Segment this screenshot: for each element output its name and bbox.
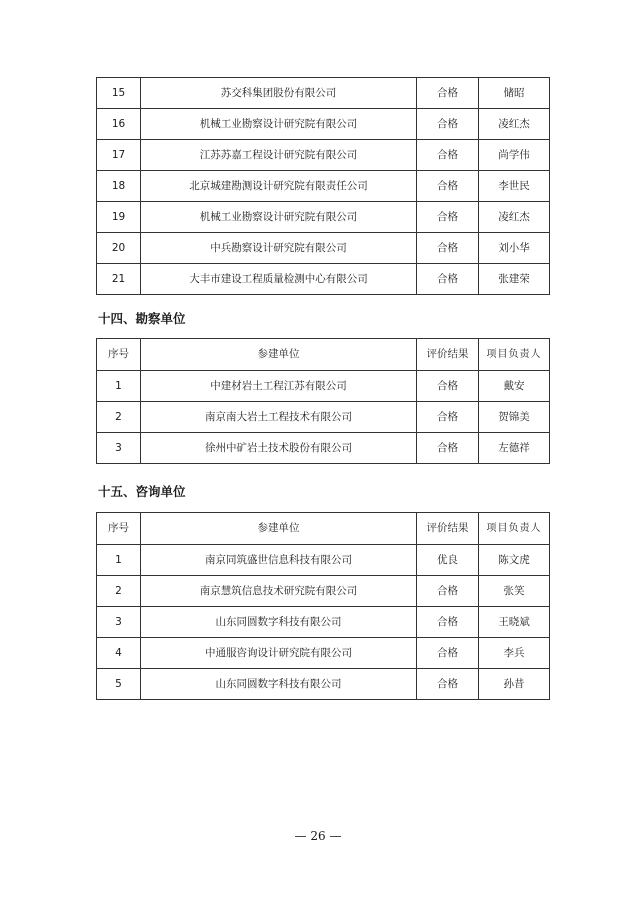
cell-leader: 刘小华 — [479, 233, 550, 264]
table-row — [97, 433, 550, 464]
cell-leader: 凌红杰 — [479, 109, 550, 140]
table-row — [97, 371, 550, 402]
cell-no: 5 — [97, 669, 141, 700]
cell-unit: 机械工业勘察设计研究院有限公司 — [141, 109, 417, 140]
header-no: 序号 — [97, 513, 141, 545]
cell-result: 合格 — [417, 171, 479, 202]
cell-result: 合格 — [417, 669, 479, 700]
cell-leader: 尚学伟 — [479, 140, 550, 171]
table-row — [97, 402, 550, 433]
table-row — [97, 607, 550, 638]
cell-unit: 大丰市建设工程质量检测中心有限公司 — [141, 264, 417, 295]
cell-no: 3 — [97, 433, 141, 464]
header-result: 评价结果 — [417, 339, 479, 371]
cell-unit: 山东同圆数字科技有限公司 — [141, 669, 417, 700]
page-number: — 26 — — [294, 829, 342, 843]
cell-no: 2 — [97, 576, 141, 607]
cell-no: 16 — [97, 109, 141, 140]
table-row — [97, 140, 550, 171]
header-result: 评价结果 — [417, 513, 479, 545]
section-title-consulting: 十五、咨询单位 — [98, 484, 186, 499]
cell-unit: 江苏苏嘉工程设计研究院有限公司 — [141, 140, 417, 171]
cell-result: 合格 — [417, 140, 479, 171]
cell-result: 合格 — [417, 202, 479, 233]
table-row — [97, 576, 550, 607]
cell-unit: 南京同筑盛世信息科技有限公司 — [141, 545, 417, 576]
cell-result: 合格 — [417, 78, 479, 109]
cell-unit: 中兵勘察设计研究院有限公司 — [141, 233, 417, 264]
cell-leader: 陈文虎 — [479, 545, 550, 576]
table-row — [97, 109, 550, 140]
table-row — [97, 202, 550, 233]
cell-unit: 中建材岩土工程江苏有限公司 — [141, 371, 417, 402]
cell-no: 1 — [97, 371, 141, 402]
cell-unit: 南京南大岩土工程技术有限公司 — [141, 402, 417, 433]
cell-no: 1 — [97, 545, 141, 576]
cell-result: 合格 — [417, 233, 479, 264]
table-row — [97, 171, 550, 202]
cell-leader: 左德祥 — [479, 433, 550, 464]
cell-leader: 凌红杰 — [479, 202, 550, 233]
cell-leader: 王晓斌 — [479, 607, 550, 638]
cell-unit: 苏交科集团股份有限公司 — [141, 78, 417, 109]
cell-result: 合格 — [417, 607, 479, 638]
cell-result: 合格 — [417, 433, 479, 464]
cell-no: 4 — [97, 638, 141, 669]
cell-unit: 徐州中矿岩土技术股份有限公司 — [141, 433, 417, 464]
table-header-row — [97, 513, 550, 545]
table-continued — [96, 77, 550, 295]
cell-leader: 李兵 — [479, 638, 550, 669]
cell-unit: 北京城建勘测设计研究院有限责任公司 — [141, 171, 417, 202]
header-leader: 项目负责人 — [479, 513, 550, 545]
table-header-row — [97, 339, 550, 371]
cell-result: 合格 — [417, 576, 479, 607]
table-row — [97, 233, 550, 264]
header-leader: 项目负责人 — [479, 339, 550, 371]
table-consulting-units — [96, 512, 550, 700]
cell-result: 优良 — [417, 545, 479, 576]
header-unit: 参建单位 — [141, 339, 417, 371]
table-row — [97, 669, 550, 700]
cell-result: 合格 — [417, 109, 479, 140]
table-survey-units — [96, 338, 550, 464]
cell-result: 合格 — [417, 402, 479, 433]
cell-no: 19 — [97, 202, 141, 233]
cell-result: 合格 — [417, 264, 479, 295]
cell-leader: 贺锦美 — [479, 402, 550, 433]
header-unit: 参建单位 — [141, 513, 417, 545]
cell-unit: 中通服咨询设计研究院有限公司 — [141, 638, 417, 669]
cell-no: 20 — [97, 233, 141, 264]
table-row — [97, 264, 550, 295]
cell-leader: 孙昔 — [479, 669, 550, 700]
table-row — [97, 78, 550, 109]
cell-result: 合格 — [417, 371, 479, 402]
cell-result: 合格 — [417, 638, 479, 669]
cell-no: 3 — [97, 607, 141, 638]
table-row — [97, 545, 550, 576]
cell-no: 18 — [97, 171, 141, 202]
cell-leader: 李世民 — [479, 171, 550, 202]
cell-no: 21 — [97, 264, 141, 295]
cell-no: 15 — [97, 78, 141, 109]
cell-no: 17 — [97, 140, 141, 171]
cell-unit: 山东同圆数字科技有限公司 — [141, 607, 417, 638]
cell-no: 2 — [97, 402, 141, 433]
cell-unit: 南京慧筑信息技术研究院有限公司 — [141, 576, 417, 607]
cell-leader: 张笑 — [479, 576, 550, 607]
cell-leader: 储昭 — [479, 78, 550, 109]
cell-unit: 机械工业勘察设计研究院有限公司 — [141, 202, 417, 233]
cell-leader: 张建荣 — [479, 264, 550, 295]
section-title-survey: 十四、勘察单位 — [98, 311, 186, 326]
header-no: 序号 — [97, 339, 141, 371]
cell-leader: 戴安 — [479, 371, 550, 402]
table-row — [97, 638, 550, 669]
